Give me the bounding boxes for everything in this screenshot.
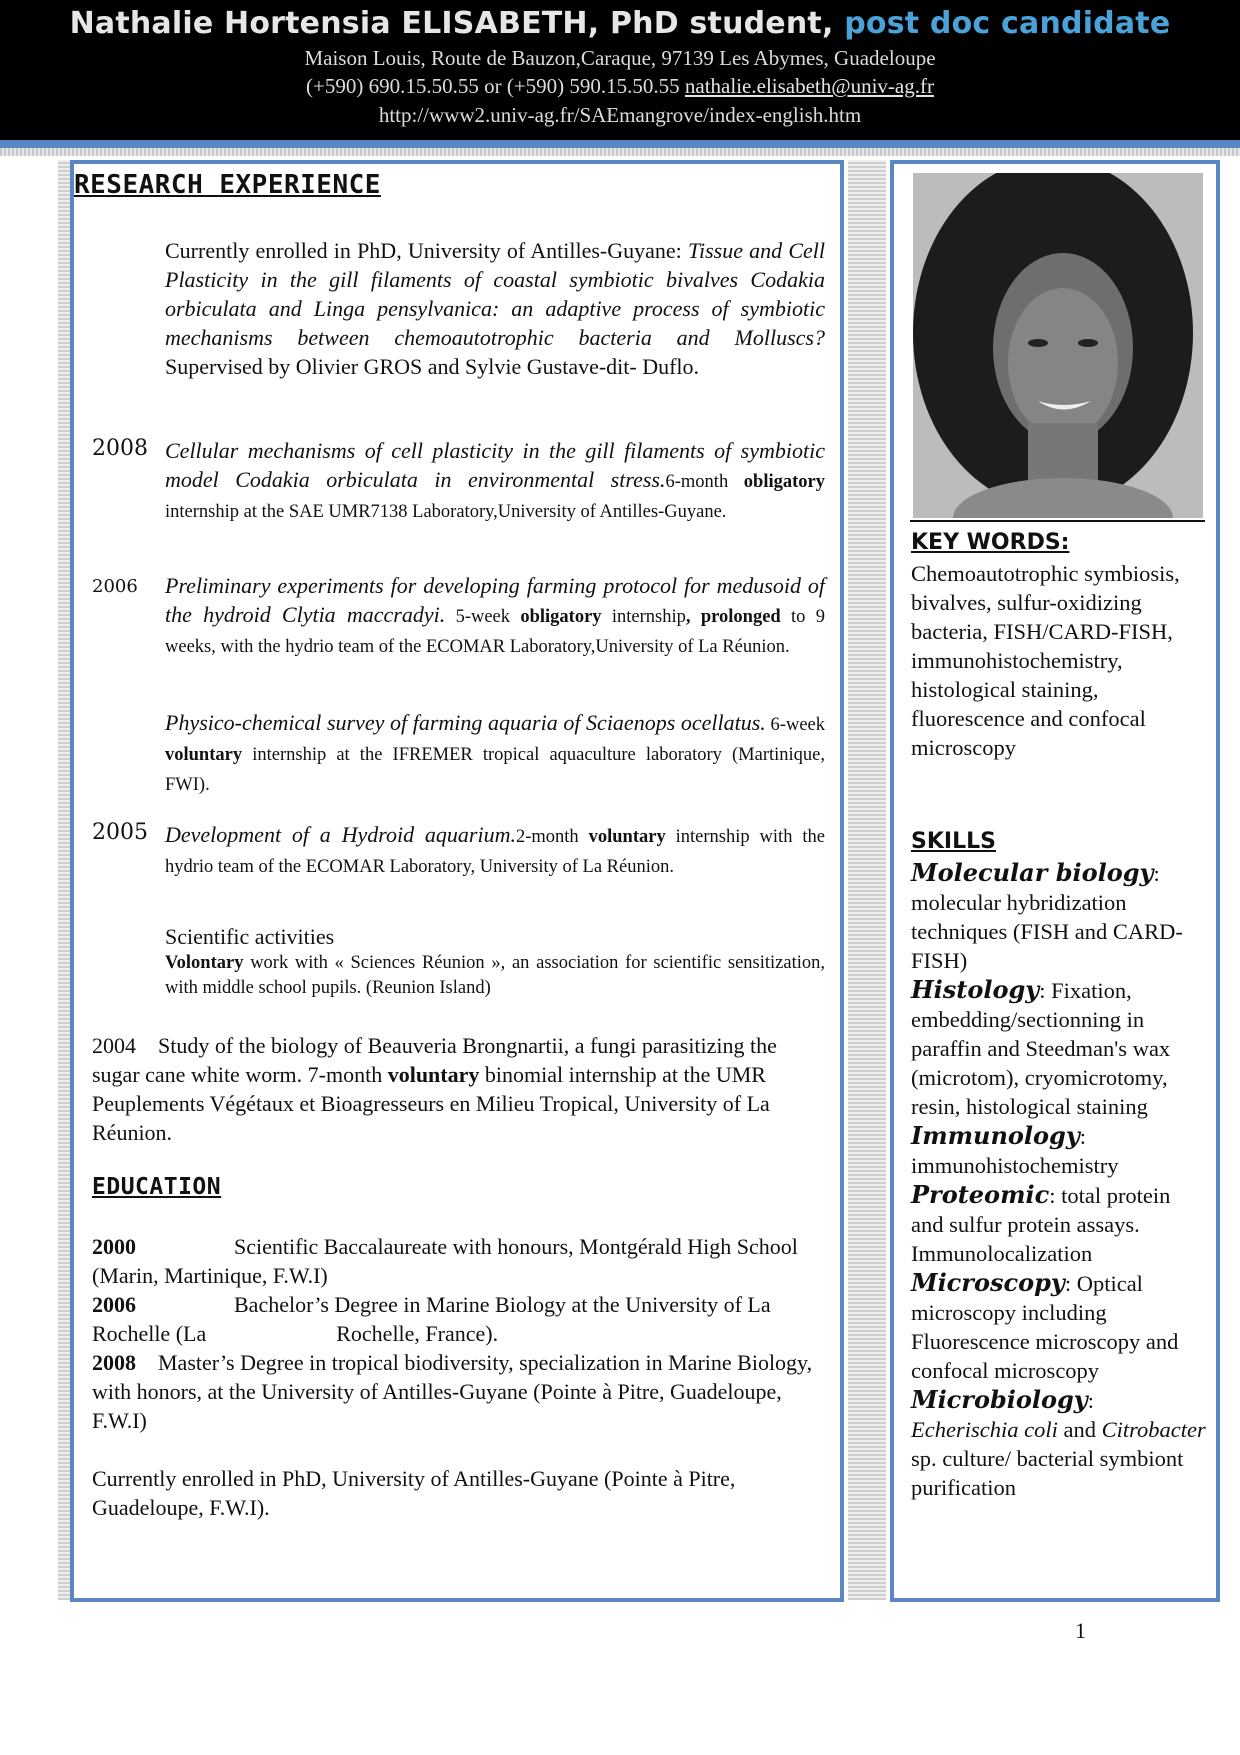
entry-2005-title: Development of a Hydroid aquarium. bbox=[165, 822, 516, 847]
year-2006: 2006 bbox=[92, 576, 138, 597]
middle-pattern bbox=[848, 160, 886, 1600]
entry-2004-t1: Study of the biology of Beauveria Brongnartii, a fungi parasitizing the sugar cane white worm. 7-month bbox=[92, 1033, 777, 1087]
edu-text-2: Rochelle, France). bbox=[336, 1321, 499, 1346]
header-pattern bbox=[0, 148, 1240, 156]
education-list bbox=[92, 1232, 822, 1435]
entry-2006b-d1: 6-week bbox=[765, 715, 825, 735]
education-current: Currently enrolled in PhD, University of Antilles-Guyane (Pointe à Pitre, Guadeloupe, F.W.I). bbox=[92, 1466, 736, 1520]
edu-text: Master’s Degree in tropical biodiversity, specialization in Marine Biology, with honors, at the University of Antilles-Guyane (Pointe à Pitre, Guadeloupe, F.W.I) bbox=[92, 1350, 813, 1433]
header-divider bbox=[0, 140, 1240, 148]
skill-molecular-biology bbox=[911, 858, 1207, 975]
left-pattern bbox=[58, 160, 70, 1600]
edu-year: 2000 bbox=[92, 1234, 136, 1259]
skill-text: total protein and sulfur protein assays. Immunolocalization bbox=[911, 1183, 1171, 1266]
skill-name: Molecular biology bbox=[911, 858, 1154, 887]
entry-2006-bold2: , prolonged bbox=[685, 607, 781, 627]
skills-title: SKILLS bbox=[911, 829, 996, 854]
edu-item-2006 bbox=[92, 1290, 822, 1348]
edu-year: 2006 bbox=[92, 1292, 136, 1317]
skill-microscopy bbox=[911, 1268, 1207, 1385]
sci-text: work with « Sciences Réunion », an association for scientific sensitization, with middle school pupils. (Reunion Island) bbox=[165, 953, 825, 998]
edu-text: Scientific Baccalaureate with honours, Montgérald High School (Marin, Martinique, F.W.I) bbox=[92, 1234, 798, 1288]
website-link[interactable]: http://www2.univ-ag.fr/SAEmangrove/index-english.htm bbox=[378, 103, 862, 127]
skill-sep: : bbox=[1153, 861, 1160, 886]
scientific-activities bbox=[165, 922, 825, 1001]
year-2005: 2005 bbox=[92, 820, 148, 845]
photo-divider bbox=[910, 520, 1205, 522]
skill-histology bbox=[911, 975, 1207, 1121]
entry-2004-bold: voluntary bbox=[387, 1062, 480, 1087]
research-title: RESEARCH EXPERIENCE bbox=[74, 170, 381, 200]
entry-2005 bbox=[165, 820, 825, 880]
skill-microbiology bbox=[911, 1385, 1207, 1502]
skill-text: immunohistochemistry bbox=[911, 1153, 1119, 1178]
species-1: Echerischia coli bbox=[911, 1417, 1058, 1442]
keywords-text: Chemoautotrophic symbiosis, bivalves, sulfur-oxidizing bacteria, FISH/CARD-FISH, immunohistochemistry, histological staining, fluorescence and confocal microscopy bbox=[911, 561, 1180, 760]
portrait-photo bbox=[913, 173, 1203, 518]
edu-year: 2008 bbox=[92, 1350, 136, 1375]
skill-name: Microscopy bbox=[911, 1268, 1065, 1297]
entry-2006b bbox=[165, 708, 825, 798]
address: Maison Louis, Route de Bauzon,Caraque, 97139 Les Abymes, Guadeloupe bbox=[304, 46, 936, 70]
skill-text: Optical microscopy including Fluorescence microscopy and confocal microscopy bbox=[911, 1271, 1179, 1383]
year-2008: 2008 bbox=[92, 436, 148, 461]
contact-line bbox=[0, 74, 1240, 99]
current-suffix: Supervised by Olivier GROS and Sylvie Gustave-dit- Duflo. bbox=[165, 354, 700, 379]
sci-bold: Volontary bbox=[165, 953, 244, 973]
skills-list bbox=[911, 858, 1207, 1502]
keywords-title: KEY WORDS: bbox=[911, 530, 1070, 555]
skill-name: Histology bbox=[911, 975, 1040, 1004]
name-accent: post doc candidate bbox=[844, 6, 1171, 41]
entry-2005-d1: 2-month bbox=[515, 827, 589, 847]
skill-name: Proteomic bbox=[911, 1180, 1050, 1209]
entry-2004 bbox=[92, 1031, 822, 1147]
thesis-title: Tissue and Cell Plasticity in the gill filaments of coastal symbiotic bivalves Codakia orbiculata and Linga pensylvanica: an adaptive process of symbiotic mechanisms between chemoautotrophic bacteria and Molluscs? bbox=[165, 238, 826, 350]
entry-2006-title: Preliminary experiments for developing farming protocol for medusoid of the hydroid Clytia maccradyi. bbox=[165, 573, 825, 627]
skill-sep: : bbox=[1064, 1271, 1072, 1296]
entry-2006b-title: Physico-chemical survey of farming aquaria of Sciaenops ocellatus. bbox=[165, 710, 766, 735]
entry-2006 bbox=[165, 571, 825, 660]
skill-text: molecular hybridization techniques (FISH and CARD-FISH) bbox=[911, 890, 1183, 973]
edu-text: Bachelor’s Degree in Marine Biology at the University of La Rochelle (La bbox=[92, 1292, 771, 1346]
skill-immunology bbox=[911, 1121, 1207, 1180]
entry-2008 bbox=[165, 436, 825, 525]
skill-name: Immunology bbox=[911, 1121, 1080, 1150]
entry-2006-d3: to 9 weeks, with the hydrio team of the ECOMAR Laboratory,University of La Réunion. bbox=[165, 607, 825, 657]
year-2004: 2004 bbox=[92, 1033, 136, 1058]
micro-t1: and bbox=[1057, 1417, 1102, 1442]
entry-2004-t2: binomial internship at the UMR Peuplements Végétaux et Bioagresseurs en Milieu Tropical, University of La Réunion. bbox=[92, 1062, 770, 1145]
phone-numbers: (+590) 690.15.50.55 or (+590) 590.15.50.55 bbox=[306, 74, 680, 98]
entry-2006-d2: internship bbox=[601, 607, 686, 627]
skill-proteomic bbox=[911, 1180, 1207, 1268]
entry-2005-bold: voluntary bbox=[588, 827, 666, 847]
skill-text: Fixation, embedding/sectionning in paraffin and Steedman's wax (microtom), cryomicrotomy, resin, histological staining bbox=[911, 978, 1171, 1119]
research-current bbox=[165, 236, 825, 381]
cv-header bbox=[0, 0, 1240, 140]
candidate-name bbox=[0, 6, 1240, 41]
entry-2008-title: Cellular mechanisms of cell plasticity in the gill filaments of symbiotic model Codakia orbiculata in environmental stress. bbox=[165, 438, 825, 492]
micro-t2: sp. culture/ bacterial symbiont purification bbox=[911, 1446, 1184, 1500]
entry-2006b-bold: voluntary bbox=[165, 745, 243, 765]
name-main: Nathalie Hortensia ELISABETH, PhD student, bbox=[69, 6, 834, 41]
email-link[interactable]: nathalie.elisabeth@univ-ag.fr bbox=[684, 74, 934, 98]
entry-2006-bold1: obligatory bbox=[520, 607, 602, 627]
entry-2005-d2: internship with the hydrio team of the ECOMAR Laboratory, University of La Réunion. bbox=[165, 827, 825, 877]
species-2: Citrobacter bbox=[1101, 1417, 1206, 1442]
entry-2008-bold: obligatory bbox=[743, 472, 825, 492]
entry-2008-d1: 6-month bbox=[665, 472, 744, 492]
entry-2006-d1: 5-week bbox=[445, 607, 521, 627]
education-title: EDUCATION bbox=[92, 1174, 222, 1200]
sci-heading: Scientific activities bbox=[165, 924, 335, 949]
edu-item-2000 bbox=[92, 1232, 822, 1290]
skill-sep: : bbox=[1049, 1183, 1056, 1208]
entry-2008-d2: internship at the SAE UMR7138 Laboratory,University of Antilles-Guyane. bbox=[165, 502, 727, 522]
skill-sep: : bbox=[1079, 1124, 1087, 1149]
page-number: 1 bbox=[1075, 1618, 1086, 1643]
current-prefix: Currently enrolled in PhD, University of Antilles-Guyane: bbox=[165, 238, 688, 263]
skill-sep: : bbox=[1039, 978, 1046, 1003]
entry-2006b-d2: internship at the IFREMER tropical aquaculture laboratory (Martinique, FWI). bbox=[165, 745, 825, 795]
skill-sep: : bbox=[1087, 1388, 1094, 1413]
edu-item-2008 bbox=[92, 1348, 822, 1435]
skill-name: Microbiology bbox=[911, 1385, 1088, 1414]
